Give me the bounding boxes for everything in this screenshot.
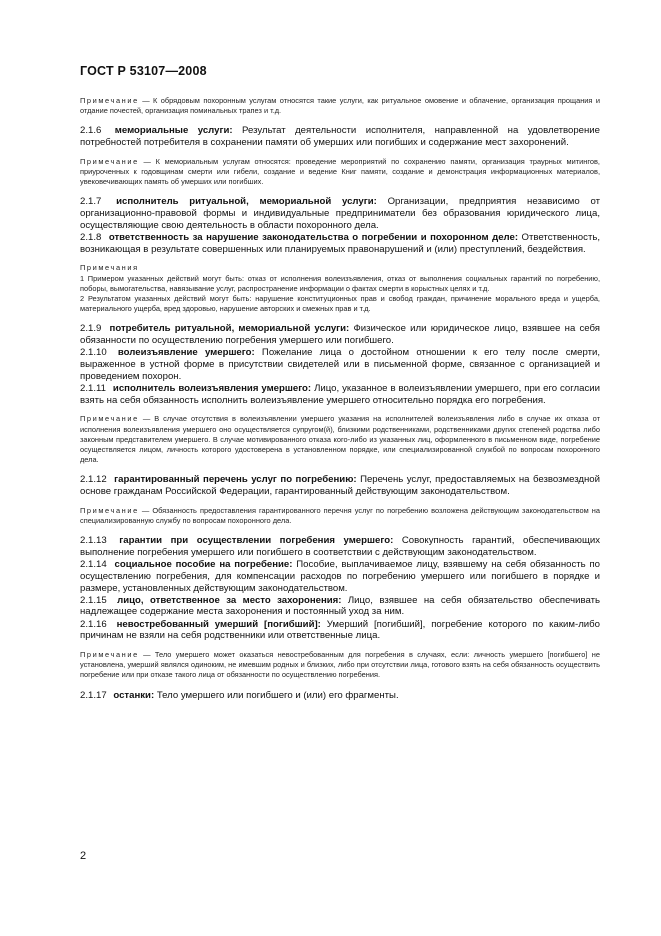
note <box>80 96 600 116</box>
term-number: 2.1.11 <box>80 382 106 394</box>
term-2-1-7 <box>80 196 600 231</box>
term-definition: Умерший [погибший], погребение которого по каким-либо причинам не взяли на себя родственники или ответственные лица. <box>80 618 600 642</box>
term-name: потребитель ритуальной, мемориальной услуги: <box>109 323 350 335</box>
term-number: 2.1.6 <box>80 125 102 137</box>
term-definition: Перечень услуг, предоставляемых на безвозмездной основе гражданам Российской Федерации, гарантированный действующим законодательством. <box>80 474 600 498</box>
note-text: — Обязанность предоставления гарантированного перечня услуг по погребению возложена действующим законодательством на специализированную службу по вопросам похоронного дела. <box>80 505 600 525</box>
term-name: социальное пособие на погребение: <box>114 559 293 571</box>
term-definition: Организации, предприятия независимо от организационно-правовой формы и индивидуальные предприниматели без образования юридического лица, осуществляющие свою деятельность в области похоронного дела. <box>80 196 600 231</box>
note <box>80 506 600 526</box>
term-2-1-13 <box>80 535 600 558</box>
term-number: 2.1.15 <box>80 594 107 606</box>
term-name: останки: <box>113 689 155 701</box>
term-number: 2.1.16 <box>80 618 107 630</box>
term-definition: Совокупность гарантий, обеспечивающих выполнение погребения умершего или погибшего в соответствии с действующим законодательством. <box>80 535 601 558</box>
term-2-1-9 <box>80 323 600 346</box>
note-text: — В случае отсутствия в волеизъявлении умершего указания на исполнителей волеизъявления либо в случае их отказа от исполнения волеизъявления умершего оно осуществляется супругом(й), близкими родственниками, родственниками других степеней родства либо законным представителем умершего. В случае мотивированного отказа кого-либо из указанных лиц, оформленного в письменном виде, погребение осуществляется лицом, личность которого удостоверена в установленном порядке, или специализированной службой по вопросам похоронного дела. <box>80 414 600 465</box>
term-definition: Физическое или юридическое лицо, взявшее на себя обязанности по осуществлению погребения умершего или погибшего. <box>80 323 600 347</box>
term-number: 2.1.10 <box>80 347 107 359</box>
note-label: Примечание <box>80 96 139 105</box>
note-label: Примечание <box>80 650 139 660</box>
note-label: Примечание <box>80 156 139 166</box>
term-definition: Тело умершего или погибшего и (или) его фрагменты. <box>156 689 399 701</box>
term-definition: Лицо, взявшее на себя обязательство обеспечивать надлежащее содержание места захоронения и постоянный уход за ним. <box>80 594 600 618</box>
term-2-1-6 <box>80 125 600 148</box>
term-number: 2.1.9 <box>80 323 102 335</box>
term-definition: Результат деятельности исполнителя, направленной на удовлетворение потребностей потребителя в сохранении памяти об умерших или погибших и содержание мест захоронений. <box>80 125 600 149</box>
term-number: 2.1.14 <box>80 559 107 571</box>
term-number: 2.1.17 <box>80 689 107 701</box>
term-number: 2.1.12 <box>80 474 107 486</box>
term-2-1-16 <box>80 619 600 642</box>
note-item: 2 Результатом указанных действий могут быть: нарушение конституционных прав и свобод граждан, причинение морального вреда и ущерба, материального ущерба, вред здоровью, нарушение авторских и смежных прав и т.д. <box>80 294 600 314</box>
term-name: мемориальные услуги: <box>114 125 233 137</box>
note-text: — К мемориальным услугам относятся: проведение мероприятий по сохранению памяти, организация траурных митингов, приуроченных к годовщинам смерти или гибели, создание и ведение Книг памяти, создание и демонстрация информационных материалов, увековечивающих память об умерших или погибших. <box>80 156 600 187</box>
term-definition: Пожелание лица о достойном отношении к его телу после смерти, выраженное в устной форме в присутствии свидетелей или в письменной форме, связанное с организацией и проведением похорон. <box>80 347 600 382</box>
note <box>80 157 600 188</box>
term-2-1-11 <box>80 383 600 406</box>
note <box>80 650 600 681</box>
term-name: гарантированный перечень услуг по погребению: <box>114 474 357 486</box>
term-name: волеизъявление умершего: <box>117 347 255 359</box>
note <box>80 414 600 465</box>
notes-label: Примечания <box>80 263 139 273</box>
term-2-1-12 <box>80 474 600 497</box>
page-number: 2 <box>80 850 87 862</box>
term-2-1-15 <box>80 595 600 618</box>
document-header: ГОСТ Р 53107—2008 <box>80 64 207 78</box>
notes-list <box>80 263 600 314</box>
term-2-1-10 <box>80 347 600 382</box>
term-definition: Лицо, указанное в волеизъявлении умершего, при его согласии взять на себя обязанность исполнить волеизъявление умершего относительно порядка его погребения. <box>80 382 600 406</box>
term-name: исполнитель волеизъявления умершего: <box>112 382 312 394</box>
term-2-1-8 <box>80 232 600 255</box>
term-name: невостребованный умерший [погибший]: <box>116 618 321 630</box>
term-definition: Ответственность, возникающая в результате совершенных или планируемых правонарушений и (или) преступлений, бездействия. <box>80 232 600 255</box>
note-label: Примечание <box>80 414 139 424</box>
term-name: ответственность за нарушение законодательства о погребении и похоронном деле: <box>108 232 519 244</box>
document-body <box>80 96 600 701</box>
note-text: — Тело умершего может оказаться невостребованным для погребения в случаях, если: личность умершего [погибшего] не установлена, умерший являлся одиноким, не имевшим родных и близких, либо при отсутствии лица, готового взять на себя обязанность осуществить погребение или при отказе такого лица от обязанности по осуществлению погребения. <box>80 650 600 680</box>
term-name: лицо, ответственное за место захоронения: <box>117 594 342 606</box>
term-number: 2.1.8 <box>80 232 102 244</box>
term-definition: Пособие, выплачиваемое лицу, взявшему на себя обязанность по осуществлению погребения, для компенсации расходов по погребению умершего или погибшего в порядке и размере, установленных действующим законодательством. <box>80 559 600 594</box>
term-number: 2.1.13 <box>80 535 107 547</box>
term-name: исполнитель ритуальной, мемориальной услуги: <box>116 196 377 208</box>
notes-heading <box>80 263 600 273</box>
term-name: гарантии при осуществлении погребения умершего: <box>119 535 394 547</box>
term-2-1-14 <box>80 559 600 594</box>
note-text: — К обрядовым похоронным услугам относятся такие услуги, как ритуальное омовение и облачение, организация прощания и отдание почестей, организация поминальных трапез и т.д. <box>80 96 600 116</box>
term-number: 2.1.7 <box>80 196 102 208</box>
note-item: 1 Примером указанных действий могут быть: отказ от исполнения волеизъявления, отказ от выполнения социальных гарантий по погребению, поборы, вымогательства, навязывание услуг, распространение информации о фактах смерти в корыстных целях и т.д. <box>80 273 600 293</box>
term-2-1-17 <box>80 690 600 702</box>
note-label: Примечание <box>80 505 139 515</box>
